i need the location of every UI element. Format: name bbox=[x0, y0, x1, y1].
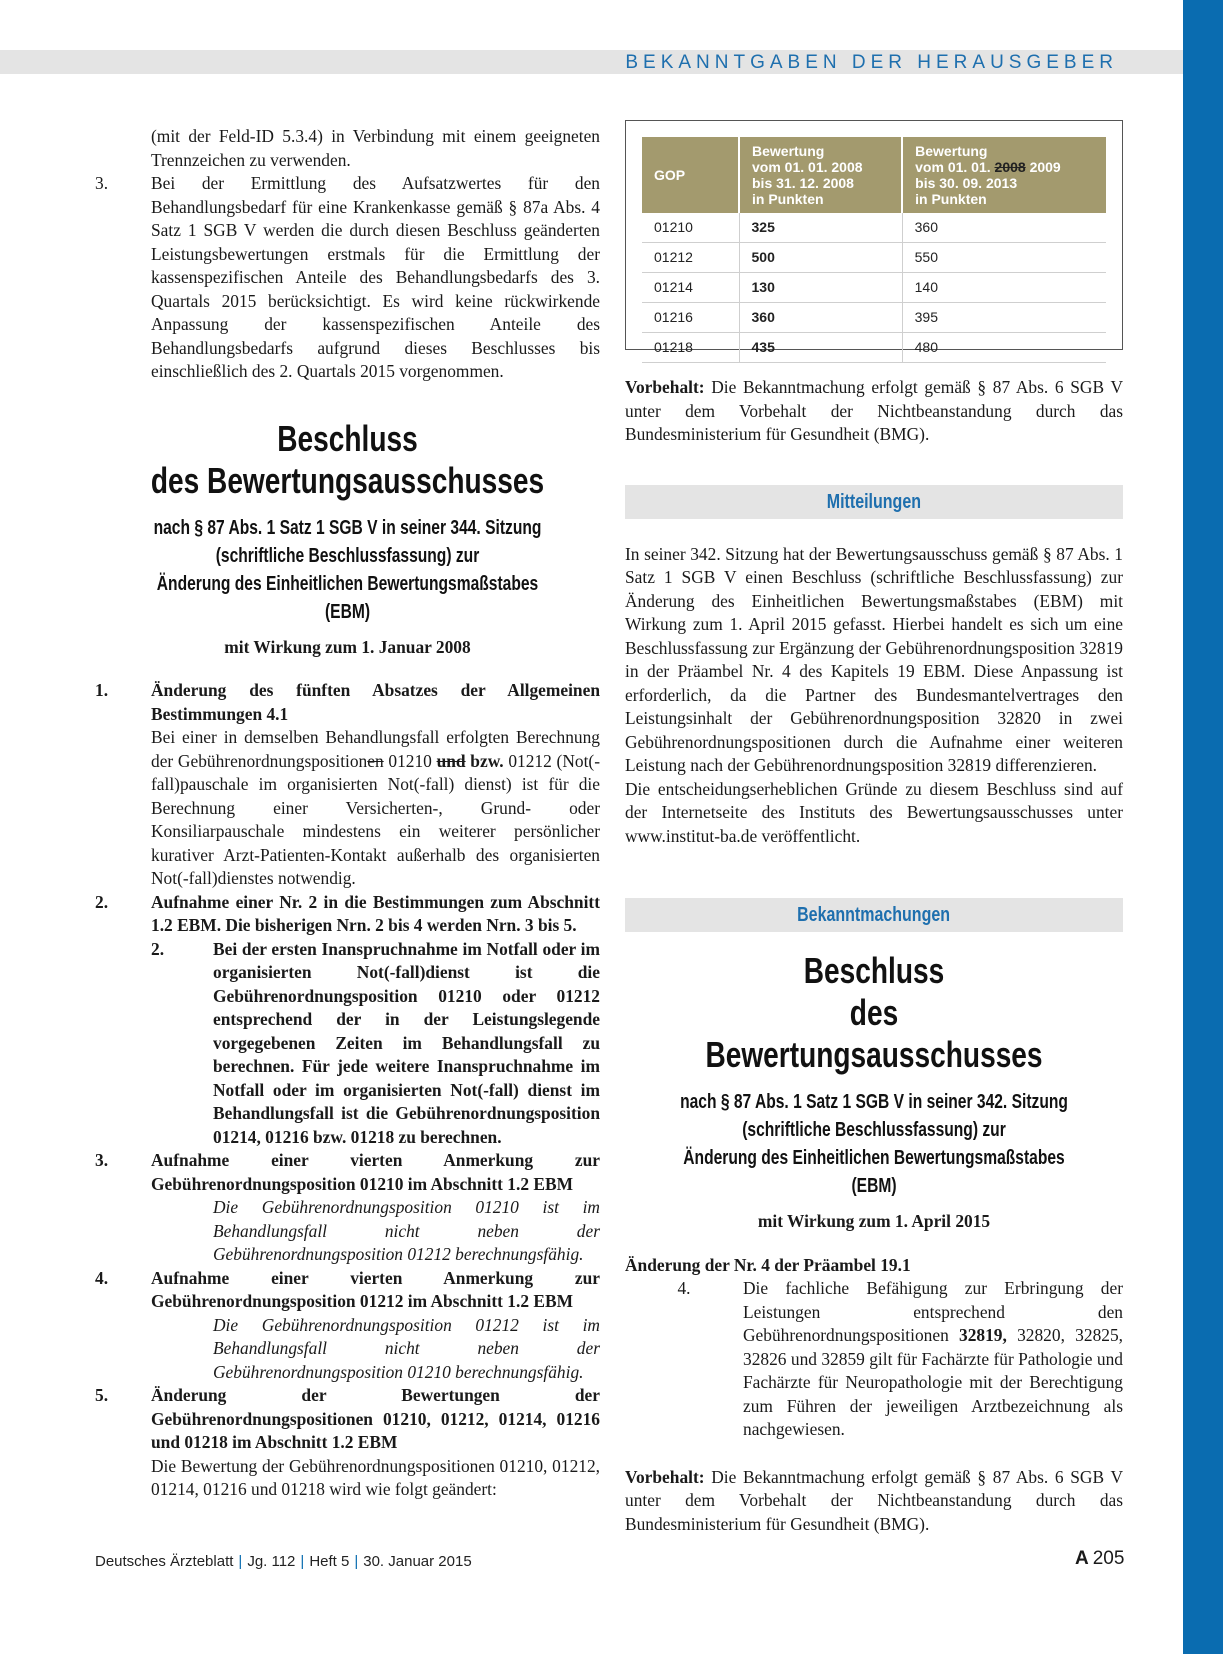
footer: Deutsches Ärzteblatt | Jg. 112 | Heft 5 | 30. Januar 2015 bbox=[95, 1553, 472, 1570]
vorbehalt: Vorbehalt: Die Bekanntmachung erfolgt gemäß § 87 Abs. 6 SGB V unter dem Vorbehalt der Nichtbeanstandung durch das Bundesministerium für Gesundheit (BMG). bbox=[625, 1466, 1123, 1534]
praeambel-title: Änderung der Nr. 4 der Präambel 19.1 bbox=[625, 1254, 911, 1275]
list-item: 4. Aufnahme einer vierten Anmerkung zur Gebührenordnungsposition 01212 im Abschnitt 1.2 EBM Die Gebührenordnungsposition 01212 ist im Behandlungsfall nicht neben der Gebührenordnungsposition 01210 berechnungsfähig. bbox=[95, 1267, 600, 1385]
subheading-line: (schriftliche Beschlussfassung) zur bbox=[742, 1119, 1006, 1141]
section-title: BEKANNTGABEN DER HERAUSGEBER bbox=[625, 52, 1118, 73]
table-row bbox=[642, 303, 1106, 333]
item-title: Änderung der Bewertungen der Gebührenordnungspositionen 01210, 01212, 01214, 01216 und 01218 im Abschnitt 1.2 EBM bbox=[151, 1385, 600, 1452]
mitteilungen-paragraph: In seiner 342. Sitzung hat der Bewertungsausschuss gemäß § 87 Abs. 1 Satz 1 SGB V einen Beschluss (schriftliche Beschlussfassung) zur Änderung des Einheitlichen Bewertungsmaßstabes (EBM) mit Wirkung zum 1. April 2015 gefasst. Hierbei handelt es sich um eine Beschlussfassung zur Ergänzung der Gebührenordnungsposition 32819 in der Präambel Nr. 4 des Kapitels 19 EBM. Diese Anpassung ist erforderlich, da die Partner des Bundesmantelvertrages den Leistungsinhalt der Gebührenordnungsposition 32820 in zwei Gebührenordnungspositionen durch die Aufnahme einer weiteren Leistung nach der Gebührenordnungsposition 32819 differenzieren. bbox=[625, 543, 1123, 775]
heading-beschluss: Beschluss bbox=[277, 417, 418, 459]
table-cell: 325 bbox=[739, 213, 902, 243]
left-column bbox=[95, 125, 600, 1502]
subheading-line: (schriftliche Beschlussfassung) zur bbox=[215, 544, 480, 567]
table-cell: 480 bbox=[902, 333, 1106, 363]
table-cell: 360 bbox=[739, 303, 902, 333]
table-cell: 550 bbox=[902, 243, 1106, 273]
item-text: Bei einer in demselben Behandlungsfall erfolgten Berechnung der Gebührenordnungspositionen 01210 und bzw. 01212 (Not(-fall)pauschale im organisierten Not(-fall) dienst) ist für die Berechnung einer Versicherten-, Grund- oder Konsiliarpauschale mindestens ein weiterer persönlicher kurativer Arzt-Patienten-Kontakt außerhalb des organisierten Not(-fall)dienstes notwendig. bbox=[151, 727, 600, 888]
table-row bbox=[642, 243, 1106, 273]
table-cell: 395 bbox=[902, 303, 1106, 333]
intro-continuation: (mit der Feld-ID 5.3.4) in Verbindung mit einem geeigneten Trennzeichen zu verwenden. bbox=[151, 126, 600, 170]
table-cell: 130 bbox=[739, 273, 902, 303]
item-title: Aufnahme einer Nr. 2 in die Bestimmungen zum Abschnitt 1.2 EBM. Die bisherigen Nrn. 2 bis 4 werden Nrn. 3 bis 5. bbox=[151, 891, 600, 935]
table-cell: 01212 bbox=[642, 243, 739, 273]
bewertung-table bbox=[642, 137, 1106, 363]
table-cell: 01218 bbox=[642, 333, 739, 363]
table-header: GOP bbox=[642, 137, 739, 213]
heading-bewertungsausschuss: des Bewertungsausschusses bbox=[705, 992, 1043, 1075]
table-row bbox=[642, 333, 1106, 363]
table-cell: 01214 bbox=[642, 273, 739, 303]
right-column bbox=[625, 120, 1123, 1536]
vorbehalt: Vorbehalt: Die Bekanntmachung erfolgt gemäß § 87 Abs. 6 SGB V unter dem Vorbehalt der Nichtbeanstandung durch das Bundesministerium für Gesundheit (BMG). bbox=[625, 377, 1123, 444]
list-item: 1. Änderung des fünften Absatzes der Allgemeinen Bestimmungen 4.1 Bei einer in demselben Behandlungsfall erfolgten Berechnung der Gebührenordnungspositionen 01210 und bzw. 01212 (Not(-fall)pauschale im organisierten Not(-fall) dienst) ist für die Berechnung einer Versicherten-, Grund- oder Konsiliarpauschale mindestens ein weiterer persönlicher kurativer Arzt-Patienten-Kontakt außerhalb des organisierten Not(-fall)dienstes notwendig. bbox=[95, 679, 600, 891]
list-item: 2. Aufnahme einer Nr. 2 in die Bestimmungen zum Abschnitt 1.2 EBM. Die bisherigen Nrn. 2 bis 4 werden Nrn. 3 bis 5. 2. Bei der ersten Inanspruchnahme im Notfall oder im organisierten Not(-fall)dienst ist die Gebührenordnungsposition 01210 oder 01212 entsprechend der in der Leistungslegende vorgegebenen Zeiten im Behandlungsfall zu berechnen. Für jede weitere Inanspruchnahme im Notfall oder im organisierten Not(-fall) dienst im Behandlungsfall ist die Gebührenordnungsposition 01214, 01216 bzw. 01218 zu berechnen. bbox=[95, 891, 600, 1150]
list-item: 4. Die fachliche Befähigung zur Erbringung der Leistungen entsprechend den Gebührenordnungspositionen 32819, 32820, 32825, 32826 und 32859 gilt für Fachärzte für Pathologie und Fachärzte für Neuropathologie mit der Berechtigung zum Führen der jeweiligen Arztbezeichnung als nachgewiesen. bbox=[677, 1278, 1123, 1439]
mitteilungen-paragraph: Die entscheidungserheblichen Gründe zu diesem Beschluss sind auf der Internetseite des Instituts des Bewertungsausschusses unter www.institut-ba.de veröffentlicht. bbox=[625, 778, 1123, 846]
list-item: 3. Aufnahme einer vierten Anmerkung zur Gebührenordnungsposition 01210 im Abschnitt 1.2 EBM Die Gebührenordnungsposition 01210 ist im Behandlungsfall nicht neben der Gebührenordnungsposition 01212 berechnungsfähig. bbox=[95, 1149, 600, 1267]
section-bar-bekanntmachungen: Bekanntmachungen bbox=[625, 898, 1123, 932]
table-cell: 140 bbox=[902, 273, 1106, 303]
subheading-line: nach § 87 Abs. 1 Satz 1 SGB V in seiner 342. Sitzung bbox=[680, 1091, 1068, 1113]
item-note: Die Gebührenordnungsposition 01210 ist im Behandlungsfall nicht neben der Gebührenordnungsposition 01212 berechnungsfähig. bbox=[213, 1197, 600, 1264]
table-row bbox=[642, 213, 1106, 243]
table-cell: 360 bbox=[902, 213, 1106, 243]
item-title: Aufnahme einer vierten Anmerkung zur Gebührenordnungsposition 01212 im Abschnitt 1.2 EBM bbox=[151, 1267, 600, 1311]
table-header: Bewertung vom 01. 01. 2008 bis 31. 12. 2008 in Punkten bbox=[739, 137, 902, 213]
list-item: 3. Bei der Ermittlung des Aufsatzwertes für den Behandlungsbedarf für eine Krankenkasse gemäß § 87a Abs. 4 Satz 1 SGB V werden die durch diesen Beschluss geänderten Leistungsbewertungen erstmals für die Ermittlung der kassenspezifischen Anteile des Behandlungsbedarfs des 3. Quartals 2015 berücksichtigt. Es wird keine rückwirkende Anpassung der kassenspezifischen Anteile des Behandlungsbedarfs aufgrund dieses Beschlusses bis einschließlich des 2. Quartals 2015 vorgenommen. bbox=[95, 173, 600, 381]
table-cell: 435 bbox=[739, 333, 902, 363]
item-text: Die Bewertung der Gebührenordnungspositionen 01210, 01212, 01214, 01216 und 01218 wird wie folgt geändert: bbox=[151, 1455, 600, 1499]
subheading-line: nach § 87 Abs. 1 Satz 1 SGB V in seiner 344. Sitzung bbox=[153, 516, 542, 539]
item-note: Die Gebührenordnungsposition 01212 ist im Behandlungsfall nicht neben der Gebührenordnungsposition 01210 berechnungsfähig. bbox=[213, 1314, 600, 1382]
item-title: Änderung des fünften Absatzes der Allgemeinen Bestimmungen 4.1 bbox=[151, 680, 600, 724]
side-accent-bar bbox=[1183, 0, 1223, 1654]
table-cell: 500 bbox=[739, 243, 902, 273]
table-cell: 01216 bbox=[642, 303, 739, 333]
sub-item: 2. Bei der ersten Inanspruchnahme im Notfall oder im organisierten Not(-fall)dienst ist die Gebührenordnungsposition 01210 oder 01212 entsprechend der in der Leistungslegende vorgegebenen Zeiten im Behandlungsfall zu berechnen. Für jede weitere Inanspruchnahme im Notfall oder im organisierten Not(-fall) dienst im Behandlungsfall ist die Gebührenordnungsposition 01214, 01216 bzw. 01218 zu berechnen. bbox=[151, 938, 600, 1147]
heading-bewertungsausschuss: des Bewertungsausschusses bbox=[150, 459, 545, 501]
subheading-line: Änderung des Einheitlichen Bewertungsmaßstabes (EBM) bbox=[156, 572, 539, 623]
list-item: 5. Änderung der Bewertungen der Gebührenordnungspositionen 01210, 01212, 01214, 01216 und 01218 im Abschnitt 1.2 EBM Die Bewertung der Gebührenordnungspositionen 01210, 01212, 01214, 01216 und 01218 wird wie folgt geändert: bbox=[95, 1384, 600, 1502]
item-title: Aufnahme einer vierten Anmerkung zur Gebührenordnungsposition 01210 im Abschnitt 1.2 EBM bbox=[151, 1150, 600, 1194]
effective-date: mit Wirkung zum 1. April 2015 bbox=[757, 1211, 991, 1231]
subheading-line: Änderung des Einheitlichen Bewertungsmaßstabes (EBM) bbox=[683, 1147, 1065, 1197]
section-bar-mitteilungen: Mitteilungen bbox=[625, 485, 1123, 519]
heading-beschluss: Beschluss bbox=[803, 950, 945, 991]
table-box bbox=[625, 120, 1123, 355]
table-header: Bewertung vom 01. 01. 2008 2009 bis 30. 09. 2013 in Punkten bbox=[902, 137, 1106, 213]
table-cell: 01210 bbox=[642, 213, 739, 243]
table-row bbox=[642, 273, 1106, 303]
page-number: A 205 bbox=[1075, 1548, 1125, 1569]
effective-date: mit Wirkung zum 1. Januar 2008 bbox=[224, 636, 471, 657]
